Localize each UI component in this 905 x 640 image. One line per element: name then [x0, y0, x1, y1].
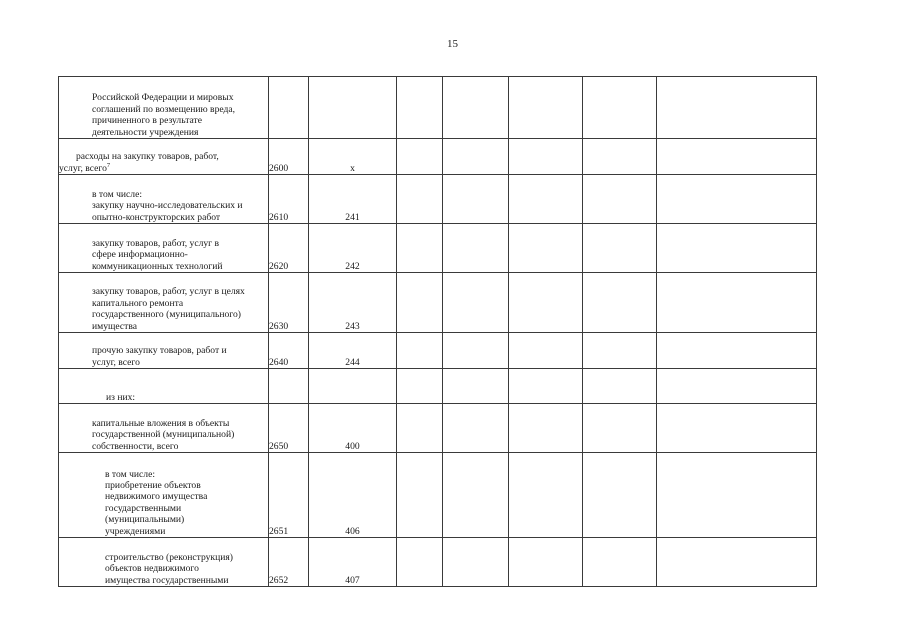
- value-cell: [509, 139, 583, 175]
- value-cell: [397, 273, 443, 333]
- value-cell: [657, 139, 817, 175]
- row-name: строительство (реконструкция) объектов недвижимого имущества государственными: [59, 538, 269, 587]
- footnote-mark: 7: [106, 161, 111, 169]
- value-cell: [657, 333, 817, 369]
- table-row: [59, 404, 817, 453]
- value-cell: [583, 175, 657, 224]
- value-cell: [509, 453, 583, 538]
- row-code: 2651: [269, 453, 309, 538]
- value-cell: [583, 273, 657, 333]
- table-row: [59, 77, 817, 139]
- value-cell: [583, 453, 657, 538]
- value-cell: [397, 224, 443, 273]
- value-cell: [509, 77, 583, 139]
- value-cell: [657, 273, 817, 333]
- value-cell: [509, 404, 583, 453]
- value-cell: [443, 77, 509, 139]
- value-cell: [397, 369, 443, 404]
- row-kbk: 243: [309, 273, 397, 333]
- row-kbk: 406: [309, 453, 397, 538]
- table-row: [59, 273, 817, 333]
- value-cell: [509, 175, 583, 224]
- row-name: закупку товаров, работ, услуг в сфере информационно- коммуникационных технологий: [59, 224, 269, 273]
- value-cell: [443, 224, 509, 273]
- row-code: [269, 369, 309, 404]
- value-cell: [657, 538, 817, 587]
- value-cell: [509, 224, 583, 273]
- value-cell: [397, 404, 443, 453]
- row-code: 2652: [269, 538, 309, 587]
- row-kbk: х: [309, 139, 397, 175]
- value-cell: [443, 139, 509, 175]
- row-name: прочую закупку товаров, работ и услуг, всего: [59, 333, 269, 369]
- row-code: 2620: [269, 224, 309, 273]
- table-row: [59, 333, 817, 369]
- row-code: 2640: [269, 333, 309, 369]
- table-row: [59, 369, 817, 404]
- table-row: [59, 139, 817, 175]
- value-cell: [443, 369, 509, 404]
- value-cell: [657, 404, 817, 453]
- value-cell: [657, 77, 817, 139]
- value-cell: [657, 453, 817, 538]
- row-code: 2600: [269, 139, 309, 175]
- value-cell: [583, 333, 657, 369]
- value-cell: [443, 175, 509, 224]
- value-cell: [657, 369, 817, 404]
- row-kbk: 407: [309, 538, 397, 587]
- row-name: капитальные вложения в объекты государственной (муниципальной) собственности, всего: [59, 404, 269, 453]
- table-row: [59, 453, 817, 538]
- page-number: 15: [447, 38, 458, 50]
- row-code: 2650: [269, 404, 309, 453]
- value-cell: [583, 404, 657, 453]
- financial-plan-table: [58, 76, 817, 587]
- row-code: 2630: [269, 273, 309, 333]
- row-code: [269, 77, 309, 139]
- value-cell: [657, 175, 817, 224]
- row-kbk: [309, 369, 397, 404]
- value-cell: [397, 453, 443, 538]
- value-cell: [657, 224, 817, 273]
- row-kbk: 400: [309, 404, 397, 453]
- value-cell: [583, 538, 657, 587]
- value-cell: [583, 139, 657, 175]
- value-cell: [583, 224, 657, 273]
- row-kbk: 242: [309, 224, 397, 273]
- value-cell: [443, 273, 509, 333]
- value-cell: [397, 175, 443, 224]
- table-row: [59, 224, 817, 273]
- value-cell: [397, 333, 443, 369]
- value-cell: [583, 369, 657, 404]
- row-kbk: 244: [309, 333, 397, 369]
- value-cell: [397, 77, 443, 139]
- value-cell: [443, 538, 509, 587]
- row-name: расходы на закупку товаров, работ, услуг, всего$^7$: [59, 139, 269, 175]
- row-kbk: [309, 77, 397, 139]
- value-cell: [509, 333, 583, 369]
- row-name: в том числе: закупку научно-исследовательских и опытно-конструкторских работ: [59, 175, 269, 224]
- value-cell: [443, 404, 509, 453]
- value-cell: [509, 538, 583, 587]
- value-cell: [583, 77, 657, 139]
- row-name: закупку товаров, работ, услуг в целях капитального ремонта государственного (муниципального) имущества: [59, 273, 269, 333]
- value-cell: [443, 333, 509, 369]
- row-kbk: 241: [309, 175, 397, 224]
- value-cell: [397, 538, 443, 587]
- value-cell: [443, 453, 509, 538]
- table-row: [59, 175, 817, 224]
- value-cell: [397, 139, 443, 175]
- value-cell: [509, 273, 583, 333]
- table-row: [59, 538, 817, 587]
- value-cell: [509, 369, 583, 404]
- row-name: Российской Федерации и мировых соглашений по возмещению вреда, причиненного в результате деятельности учреждения: [59, 77, 269, 139]
- row-name: в том числе: приобретение объектов недвижимого имущества государственными (муниципальными) учреждениями: [59, 453, 269, 538]
- row-name: из них:: [59, 369, 269, 404]
- row-code: 2610: [269, 175, 309, 224]
